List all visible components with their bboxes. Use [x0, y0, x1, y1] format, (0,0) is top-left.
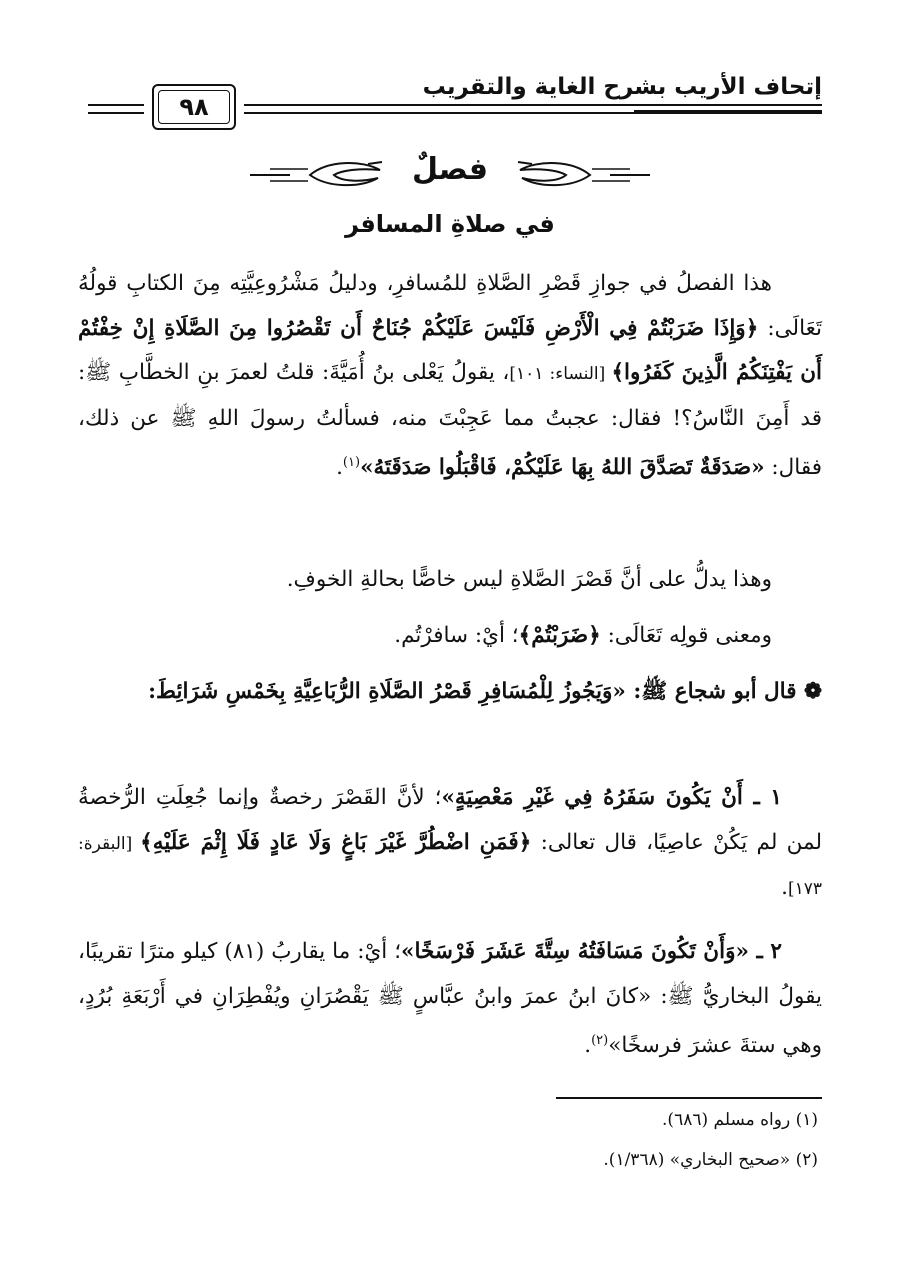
hadith-quote: «صَدَقَةٌ تَصَدَّقَ اللهُ بِهَا عَلَيْكُمْ، فَاقْبَلُوا صَدَقَتَهُ»	[360, 455, 765, 481]
paragraph-text: .	[781, 875, 788, 900]
footnote-2: (٢) «صحيح البخاري» (١/٣٦٨).	[603, 1150, 818, 1170]
book-title: إتحاف الأريب بشرح الغاية والتقريب	[422, 74, 822, 100]
footnote-marker: (١)	[342, 455, 361, 470]
verse-reference: [البقرة: ١٧٣]	[78, 833, 822, 899]
page-number: ٩٨	[158, 90, 230, 124]
verse-reference: [النساء: ١٠١]	[509, 364, 612, 384]
header-double-rule-right	[244, 104, 822, 114]
footnote-separator	[556, 1097, 822, 1099]
header-double-rule-left	[88, 104, 144, 114]
paragraph-3	[78, 614, 822, 659]
quran-verse: ﴿وَإِذَا ضَرَبْتُمْ فِي الْأَرْضِ فَلَيْسَ عَلَيْكُمْ جُنَاحٌ أَن تَقْصُرُوا مِنَ الصَّلَاةِ إِنْ خِفْتُمْ أَن يَفْتِنَكُمُ الَّذِينَ كَفَرُوا﴾	[78, 315, 822, 385]
quran-verse: ﴿فَمَنِ اضْطُرَّ غَيْرَ بَاغٍ وَلَا عَادٍ فَلَا إِثْمَ عَلَيْهِ﴾	[140, 829, 532, 855]
section-heading-word: فصلٌ	[412, 152, 488, 187]
condition-text: «وَأَنْ تَكُونَ مَسَافَتُهُ سِتَّةَ عَشَرَ فَرْسَخًا»	[401, 939, 749, 964]
paragraph-text: ومعنى قولِه تَعَالَى:	[600, 623, 772, 648]
condition-number: ١ ـ	[742, 785, 782, 810]
section-heading	[250, 150, 650, 196]
paragraph-text: .	[584, 1033, 592, 1059]
footnote-marker: (٢)	[591, 1033, 609, 1048]
left-ornament-icon	[250, 158, 390, 188]
quran-word: ﴿ضَرَبْتُمْ﴾	[518, 623, 601, 648]
matn-paragraph	[78, 670, 822, 715]
paragraph-text: ؛ لأنَّ القَصْرَ رخصةٌ وإنما جُعِلَتِ الرُّخصةُ لمن لم يَكُنْ عاصِيًا، قال تعالى:	[78, 785, 822, 855]
matn-text: «وَيَجُوزُ لِلْمُسَافِرِ قَصْرُ الصَّلَاةِ الرُّبَاعِيَّةِ بِخَمْسِ شَرَائِطَ:	[148, 679, 626, 704]
running-header	[88, 62, 822, 142]
condition-text: أَنْ يَكُونَ سَفَرُهُ فِي غَيْرِ مَعْصِيَةٍ»	[441, 785, 743, 810]
section-title: في صلاةِ المسافر	[345, 210, 555, 238]
paragraph-text: هذا الفصلُ في جوازِ قَصْرِ الصَّلاةِ للمُسافرِ، ودليلُ مَشْرُوعِيَّتِه مِنَ الكتابِ قولُهُ تَعَالَى:	[78, 271, 822, 341]
condition-1	[78, 776, 822, 912]
paragraph-text: ؛ أيْ: سافرْتُم.	[394, 623, 519, 648]
right-ornament-icon	[510, 158, 650, 188]
condition-number: ٢ ـ	[748, 939, 782, 964]
paragraph-1	[78, 262, 822, 491]
paragraph-2: وهذا يدلُّ على أنَّ قَصْرَ الصَّلاةِ ليس خاصًّا بحالةِ الخوفِ.	[286, 567, 772, 592]
paragraph-text: .	[336, 455, 343, 481]
matn-lead: ❁ قال أبو شجاع ﷺ:	[625, 679, 822, 704]
paragraph-text: ، يقولُ يَعْلى بنُ أُمَيَّةَ: قلتُ لعمرَ بنِ الخطَّابِ ﷺ: قد أَمِنَ النَّاسُ؟! فقال: عجبتُ مما عَجِبْتَ منه، فسألتُ رسولَ اللهِ ﷺ عن ذلك، فقال:	[78, 360, 822, 481]
condition-2	[78, 930, 822, 1069]
paragraph-text: ؛ أيْ: ما يقاربُ (٨١) كيلو مترًا تقريبًا، يقولُ البخاريُّ ﷺ: «كانَ ابنُ عمرَ وابنُ عبَّاسٍ ﷺ يَقْصُرَانِ ويُفْطِرَانِ في أَرْبَعَةِ بُرُدٍ، وهي ستةَ عشرَ فرسخًا»	[78, 939, 822, 1059]
page-number-box	[152, 84, 236, 130]
footnote-1: (١) رواه مسلم (٦٨٦).	[662, 1110, 818, 1130]
